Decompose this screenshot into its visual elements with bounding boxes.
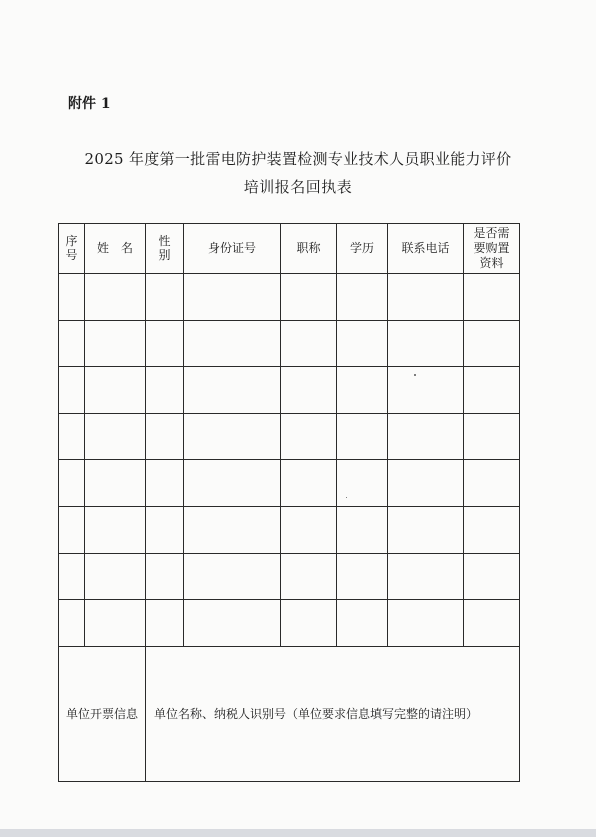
education-cell[interactable] [337,274,388,321]
id-number-cell[interactable] [184,460,281,507]
gender-cell[interactable] [146,460,184,507]
id-number-cell[interactable] [184,367,281,414]
table-row [59,274,520,321]
seq-cell[interactable] [59,460,85,507]
title-cell[interactable] [281,460,337,507]
materials-cell[interactable] [464,600,520,647]
phone-cell[interactable] [388,320,464,367]
id-number-cell[interactable] [184,553,281,600]
name-cell[interactable] [85,320,146,367]
id-number-cell[interactable] [184,600,281,647]
id-number-cell[interactable] [184,413,281,460]
education-cell[interactable] [337,320,388,367]
title-cell[interactable] [281,506,337,553]
table-row [59,320,520,367]
seq-cell[interactable] [59,506,85,553]
materials-cell[interactable] [464,553,520,600]
header-seq: 序号 [59,224,85,274]
header-phone: 联系电话 [388,224,464,274]
gender-cell[interactable] [146,600,184,647]
billing-info-field[interactable]: 单位名称、纳税人识别号（单位要求信息填写完整的请注明） [146,646,520,781]
phone-cell[interactable] [388,506,464,553]
seq-cell[interactable] [59,600,85,647]
name-cell[interactable] [85,553,146,600]
seq-cell[interactable] [59,274,85,321]
table-row [59,413,520,460]
header-name: 姓 名 [85,224,146,274]
materials-cell[interactable] [464,506,520,553]
materials-cell[interactable] [464,413,520,460]
id-number-cell[interactable] [184,506,281,553]
gender-cell[interactable] [146,553,184,600]
name-cell[interactable] [85,367,146,414]
table-header-row [59,224,520,274]
seq-cell[interactable] [59,367,85,414]
billing-row [59,646,520,781]
title-cell[interactable] [281,274,337,321]
title-cell[interactable] [281,413,337,460]
gender-cell[interactable] [146,506,184,553]
seq-cell[interactable] [59,553,85,600]
document-subtitle: 培训报名回执表 [243,178,353,196]
name-cell[interactable] [85,413,146,460]
materials-cell[interactable] [464,460,520,507]
registration-table [58,223,520,782]
seq-cell[interactable] [59,413,85,460]
phone-cell[interactable] [388,600,464,647]
document-title: 2025 年度第一批雷电防护装置检测专业技术人员职业能力评价 [84,150,512,168]
name-cell[interactable] [85,600,146,647]
billing-label: 单位开票信息 [59,646,146,781]
table-row [59,460,520,507]
materials-cell[interactable] [464,367,520,414]
phone-cell[interactable] [388,553,464,600]
table-row [59,600,520,647]
name-cell[interactable] [85,274,146,321]
phone-cell[interactable] [388,367,464,414]
education-cell[interactable] [337,460,388,507]
education-cell[interactable] [337,506,388,553]
name-cell[interactable] [85,460,146,507]
gender-cell[interactable] [146,367,184,414]
title-cell[interactable] [281,600,337,647]
education-cell[interactable] [337,413,388,460]
title-cell[interactable] [281,320,337,367]
id-number-cell[interactable] [184,274,281,321]
seq-cell[interactable] [59,320,85,367]
education-cell[interactable] [337,553,388,600]
name-cell[interactable] [85,506,146,553]
gender-cell[interactable] [146,274,184,321]
gender-cell[interactable] [146,320,184,367]
education-cell[interactable] [337,367,388,414]
header-id-number: 身份证号 [184,224,281,274]
materials-cell[interactable] [464,274,520,321]
scan-speck [414,374,416,376]
table-row [59,367,520,414]
table-row [59,506,520,553]
gender-cell[interactable] [146,413,184,460]
header-title: 职称 [281,224,337,274]
scan-edge-bar [0,829,596,837]
header-gender: 性别 [146,224,184,274]
title-cell[interactable] [281,553,337,600]
attachment-label: 附件 1 [68,96,111,112]
phone-cell[interactable] [388,274,464,321]
scan-speck [346,497,347,498]
header-education: 学历 [337,224,388,274]
education-cell[interactable] [337,600,388,647]
materials-cell[interactable] [464,320,520,367]
id-number-cell[interactable] [184,320,281,367]
phone-cell[interactable] [388,413,464,460]
header-materials: 是否需要购置资料 [464,224,520,274]
title-cell[interactable] [281,367,337,414]
table-row [59,553,520,600]
phone-cell[interactable] [388,460,464,507]
